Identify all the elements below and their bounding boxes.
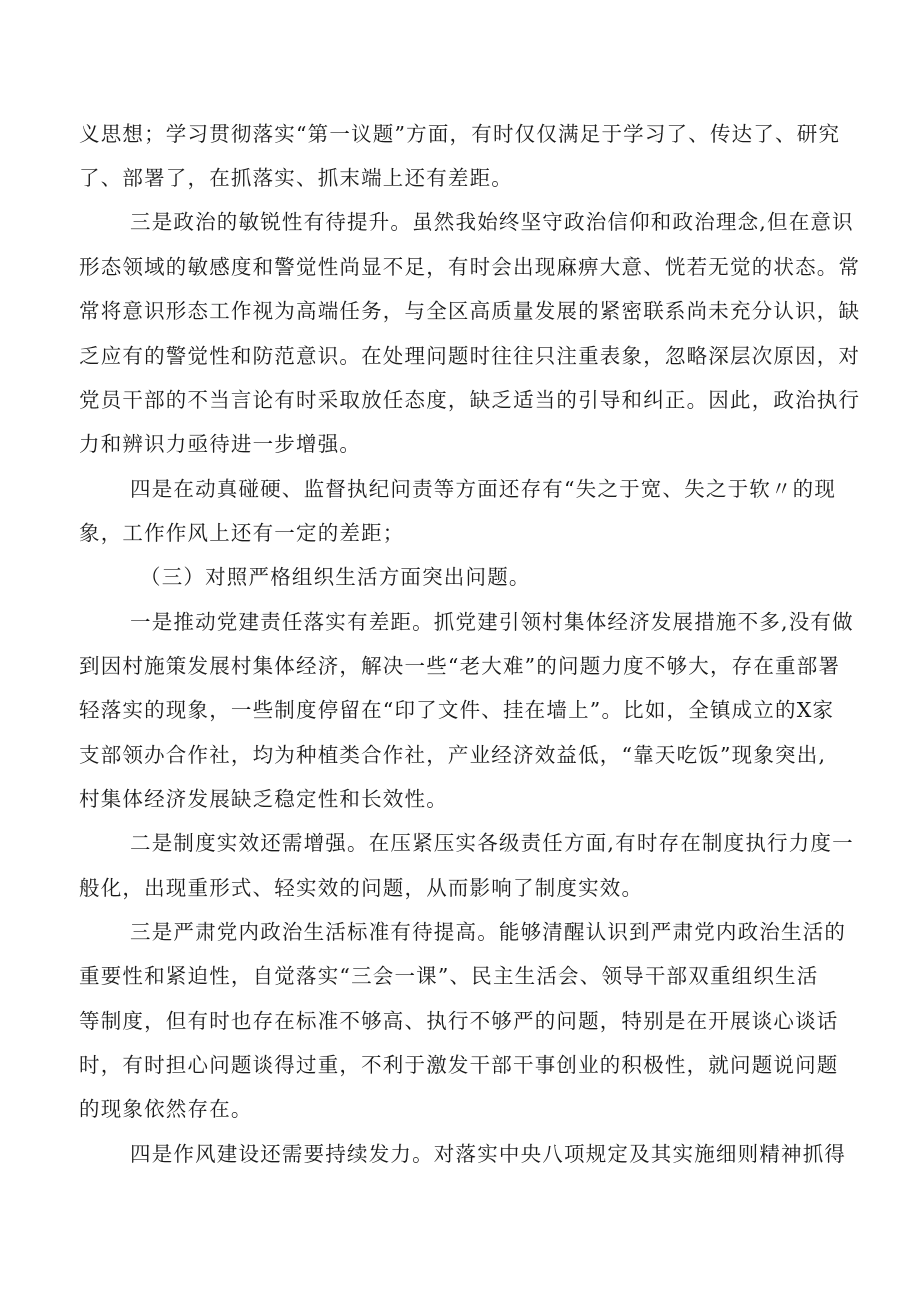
text-line-18: 般化，出现重形式、轻实效的问题，从而影响了制度实效。 bbox=[79, 876, 644, 900]
text-line-14: 轻落实的现象，一些制度停留在“印了文件、挂在墙上”。比如，全镇成立的X家 bbox=[79, 698, 835, 722]
text-line-5: 常将意识形态工作视为高端任务，与全区高质量发展的紧密联系尚未充分认识，缺 bbox=[79, 299, 861, 323]
text-line-2: 了、部署了，在抓落实、抓末端上还有差距。 bbox=[79, 166, 513, 190]
text-line-9: 四是在动真碰硬、监督执纪问责等方面还存有“失之于宽、失之于软〃的现 bbox=[130, 477, 837, 501]
text-line-19: 三是严肃党内政治生活标准有待提高。能够清醒认识到严肃党内政治生活的 bbox=[130, 920, 847, 944]
text-line-1: 义思想；学习贯彻落实“第一议题”方面，有时仅仅满足于学习了、传达了、研究 bbox=[79, 122, 841, 146]
text-line-17: 二是制度实效还需增强。在压紧压实各级责任方面,有时存在制度执行力度一 bbox=[130, 831, 854, 855]
text-line-8: 力和辨识力亟待进一步增强。 bbox=[79, 432, 362, 456]
text-line-16: 村集体经济发展缺乏稳定性和长效性。 bbox=[79, 787, 448, 811]
text-line-6: 乏应有的警觉性和防范意识。在处理问题时往往只注重表象，忽略深层次原因，对 bbox=[79, 344, 861, 368]
section-heading: （三）对照严格组织生活方面突出问题。 bbox=[140, 565, 531, 589]
text-line-24: 四是作风建设还需要持续发力。对落实中央八项规定及其实施细则精神抓得 bbox=[130, 1142, 847, 1166]
text-line-7: 党员干部的不当言论有时采取放任态度，缺乏适当的引导和纠正。因此，政治执行 bbox=[79, 388, 861, 412]
text-line-10: 象，工作作风上还有一定的差距； bbox=[79, 521, 405, 545]
text-line-15: 支部领办合作社，均为种植类合作社，产业经济效益低，“靠天吃饭”现象突出, bbox=[79, 743, 827, 767]
text-line-13: 到因村施策发展村集体经济，解决一些“老大难”的问题力度不够大，存在重部署 bbox=[79, 654, 841, 678]
text-line-22: 时，有时担心问题谈得过重，不利于激发干部干事创业的积极性，就问题说问题 bbox=[79, 1053, 839, 1077]
text-line-3: 三是政治的敏锐性有待提升。虽然我始终坚守政治信仰和政治理念,但在意识 bbox=[130, 210, 854, 234]
text-line-4: 形态领域的敏感度和警觉性尚显不足，有时会出现麻痹大意、恍若无觉的状态。常 bbox=[79, 255, 861, 279]
text-line-20: 重要性和紧迫性，自觉落实“三会一课”、民主生活会、领导干部双重组织生活 bbox=[79, 964, 819, 988]
text-line-21: 等制度，但有时也存在标准不够高、执行不够严的问题，特别是在开展谈心谈话 bbox=[79, 1009, 839, 1033]
text-line-12: 一是推动党建责任落实有差距。抓党建引领村集体经济发展措施不多,没有做 bbox=[130, 610, 854, 634]
text-line-23: 的现象依然存在。 bbox=[79, 1097, 253, 1121]
